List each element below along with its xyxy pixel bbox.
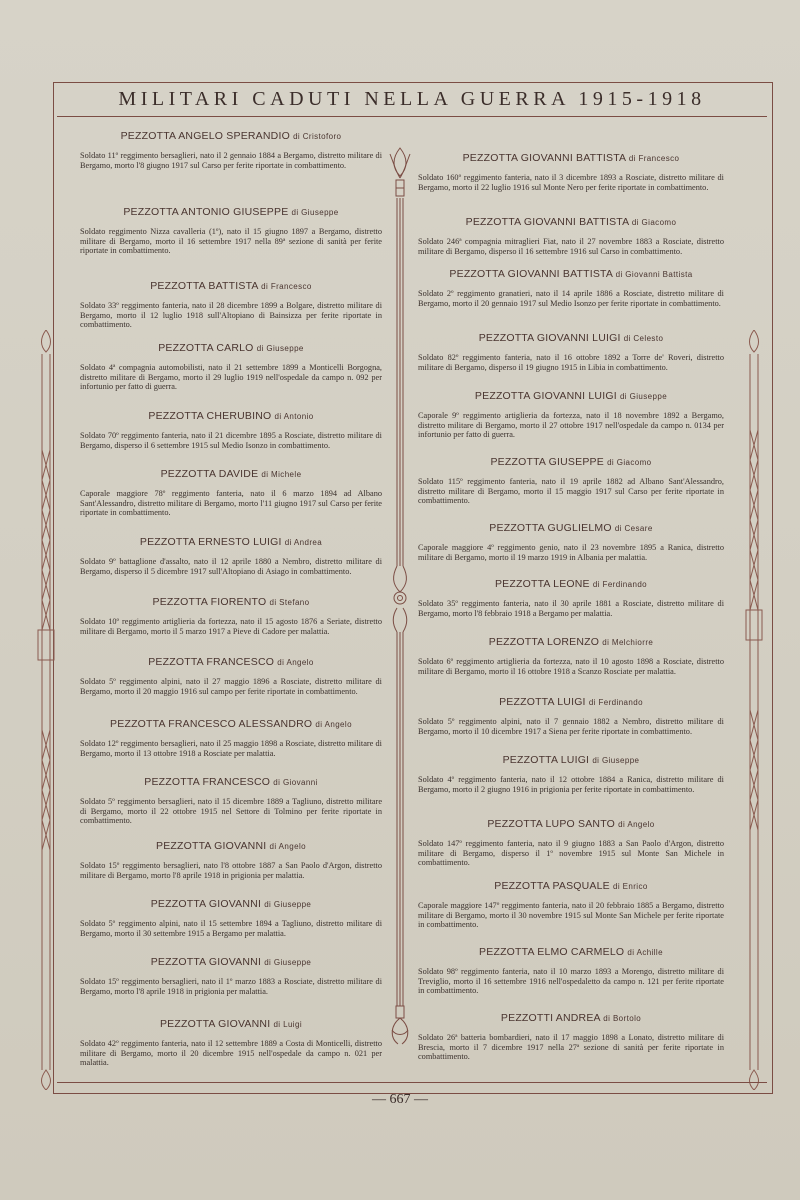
entry xyxy=(80,536,382,576)
entry-name: PEZZOTTA GIOVANNI LUIGI di Celesto xyxy=(478,332,664,344)
entry-name: PEZZOTTA DAVIDE di Michele xyxy=(160,468,302,480)
entry-name: PEZZOTTA CHERUBINO di Antonio xyxy=(148,410,314,422)
entry-description: Soldato 5º reggimento alpini, nato il 27 maggio 1896 a Rosciate, distretto militare di Bergamo, morto il 20 maggio 1916 sul campo per ferite riportate in combattimento. xyxy=(80,677,382,696)
entry-description: Soldato 6º reggimento artiglieria da fortezza, nato il 10 agosto 1898 a Rosciate, distretto militare di Bergamo, morto il 16 ottobre 1918 a Scanzo Rosciate per malattia. xyxy=(418,657,724,676)
entry-description: Soldato 4º reggimento fanteria, nato il 12 ottobre 1884 a Ranica, distretto militare di Bergamo, morto il 2 giugno 1916 in prigionia per ferite riportate in combattimento. xyxy=(418,775,724,794)
footer-rule xyxy=(57,1082,767,1083)
entry-name: PEZZOTTA ERNESTO LUIGI di Andrea xyxy=(139,536,323,548)
right-column xyxy=(418,130,724,1080)
entry-name: PEZZOTTA GIOVANNI BATTISTA di Giovanni Battista xyxy=(449,268,693,280)
entry xyxy=(418,754,724,794)
entry-description: Soldato 15º reggimento bersaglieri, nato l'8 ottobre 1887 a San Paolo d'Argon, distretto militare di Bergamo, morto l'8 aprile 1918 in prigionia per malattia. xyxy=(80,861,382,880)
entry xyxy=(418,268,724,308)
entry-description: Soldato 26ª batteria bombardieri, nato il 17 maggio 1898 a Lonato, distretto militare di Brescia, morto il 7 dicembre 1917 nella 27ª sezione di sanità per ferite riportate in combattimento. xyxy=(418,1033,724,1062)
entry-name: PEZZOTTA BATTISTA di Francesco xyxy=(150,280,312,292)
entry xyxy=(80,410,382,450)
entry-name: PEZZOTTA GIUSEPPE di Giacomo xyxy=(490,456,652,468)
entry-name: PEZZOTTA PASQUALE di Enrico xyxy=(494,880,648,892)
entry-description: Caporale maggiore 4º reggimento genio, nato il 23 novembre 1895 a Ranica, distretto militare di Bergamo, morto il 19 marzo 1919 in Albania per malattia. xyxy=(418,543,724,562)
entry xyxy=(80,206,382,256)
entry-description: Soldato 12º reggimento bersaglieri, nato il 25 maggio 1898 a Rosciate, distretto militare di Bergamo, morto il 13 ottobre 1918 a Rosciate per malattia. xyxy=(80,739,382,758)
entry xyxy=(418,152,724,192)
entry xyxy=(80,718,382,758)
entry-description: Soldato 35º reggimento fanteria, nato il 30 aprile 1881 a Rosciate, distretto militare di Bergamo, morto l'8 febbraio 1918 a Bergamo per malattia. xyxy=(418,599,724,618)
entry xyxy=(418,880,724,930)
entry xyxy=(418,456,724,506)
entry-description: Caporale maggiore 78º reggimento fanteria, nato il 6 marzo 1894 ad Albano Sant'Alessandro, distretto militare di Bergamo, morto l'11 giugno 1917 sul Carso per ferite riportate in combattimento. xyxy=(80,489,382,518)
entry-name: PEZZOTTA LEONE di Ferdinando xyxy=(494,578,648,590)
left-column xyxy=(80,130,382,1080)
ornamental-column-divider xyxy=(388,146,412,1051)
left-side-ornament xyxy=(32,330,60,1090)
entry xyxy=(80,468,382,518)
entry-description: Caporale maggiore 147º reggimento fanteria, nato il 20 febbraio 1885 a Bergamo, distretto militare di Bergamo, morto il 30 novembre 1915 sul Monte San Michele per ferite riportate in combattimento. xyxy=(418,901,724,930)
entry-description: Soldato 5º reggimento alpini, nato il 7 gennaio 1882 a Nembro, distretto militare di Bergamo, morto il 10 dicembre 1917 a Siena per ferite riportate in combattimento. xyxy=(418,717,724,736)
entry-description: Soldato 98º reggimento fanteria, nato il 10 marzo 1893 a Morengo, distretto militare di Treviglio, morto il 16 settembre 1916 nell'ospedaletto da campo n. 121 per ferite riportate in combattimento. xyxy=(418,967,724,996)
entry xyxy=(418,818,724,868)
entry xyxy=(80,596,382,636)
entry xyxy=(418,332,724,372)
entry-description: Soldato 11º reggimento bersaglieri, nato il 2 gennaio 1884 a Bergamo, distretto militare di Bergamo, morto l'8 giugno 1917 sul Carso per ferite riportate in combattimento. xyxy=(80,151,382,170)
entry-description: Soldato reggimento Nizza cavalleria (1º), nato il 15 giugno 1897 a Bergamo, distretto militare di Bergamo, morto il 16 settembre 1917 nella 89ª sezione di sanità per ferite riportate in combattimento. xyxy=(80,227,382,256)
entry xyxy=(80,656,382,696)
entry-name: PEZZOTTA FRANCESCO di Angelo xyxy=(148,656,314,668)
entry-name: PEZZOTTI ANDREA di Bortolo xyxy=(500,1012,642,1024)
entry-name: PEZZOTTA ANTONIO GIUSEPPE di Giuseppe xyxy=(123,206,339,218)
entry xyxy=(418,390,724,440)
entry-name: PEZZOTTA GIOVANNI di Angelo xyxy=(155,840,306,852)
entry xyxy=(418,946,724,996)
entry-name: PEZZOTTA FRANCESCO di Giovanni xyxy=(144,776,318,788)
entry-description: Soldato 5º reggimento bersaglieri, nato il 15 dicembre 1889 a Tagliuno, distretto militare di Bergamo, morto il 22 ottobre 1915 nel Settore di Tolmino per ferite riportate in combattimento. xyxy=(80,797,382,826)
entry-description: Soldato 160º reggimento fanteria, nato il 3 dicembre 1893 a Rosciate, distretto militare di Bergamo, morto il 22 luglio 1916 sul Monte Nero per ferite riportate in combattimento. xyxy=(418,173,724,192)
entry-description: Soldato 82º reggimento fanteria, nato il 16 ottobre 1892 a Torre de' Roveri, distretto militare di Bergamo, disperso il 19 giugno 1915 in Libia in combattimento. xyxy=(418,353,724,372)
entry-name: PEZZOTTA GIOVANNI LUIGI di Giuseppe xyxy=(474,390,668,402)
entry-name: PEZZOTTA LORENZO di Melchiorre xyxy=(488,636,654,648)
entry-description: Soldato 9º battaglione d'assalto, nato il 12 aprile 1880 a Nembro, distretto militare di Bergamo, disperso il 5 dicembre 1917 sull'Altopiano di Asiago in combattimento. xyxy=(80,557,382,576)
page-title: MILITARI CADUTI NELLA GUERRA 1915-1918 xyxy=(118,88,706,110)
entry-name: PEZZOTTA ANGELO SPERANDIO di Cristoforo xyxy=(120,130,342,142)
entry xyxy=(418,1012,724,1062)
entry-name: PEZZOTTA GIOVANNI di Giuseppe xyxy=(150,956,312,968)
entry-description: Soldato 15º reggimento bersaglieri, nato il 1º marzo 1883 a Rosciate, distretto militare di Bergamo, morto l'8 aprile 1918 in prigionia per malattia. xyxy=(80,977,382,996)
entry xyxy=(80,130,382,170)
entry-name: PEZZOTTA GIOVANNI di Giuseppe xyxy=(150,898,312,910)
entry-description: Soldato 10º reggimento artiglieria da fortezza, nato il 15 agosto 1876 a Seriate, distretto militare di Bergamo, morto il 5 marzo 1917 a Pieve di Cadore per malattia. xyxy=(80,617,382,636)
entry-description: Soldato 42º reggimento fanteria, nato il 12 settembre 1889 a Costa di Monticelli, distretto militare di Bergamo, morto il 20 dicembre 1915 nell'ospedale da campo n. 021 per malattia. xyxy=(80,1039,382,1068)
entry xyxy=(80,898,382,938)
entry-name: PEZZOTTA FIORENTO di Stefano xyxy=(152,596,310,608)
entry xyxy=(418,636,724,676)
entry xyxy=(80,342,382,392)
entry xyxy=(80,956,382,996)
entry-name: PEZZOTTA CARLO di Giuseppe xyxy=(158,342,304,354)
entry xyxy=(80,840,382,880)
entry-description: Soldato 2º reggimento granatieri, nato il 14 aprile 1886 a Rosciate, distretto militare di Bergamo, morto il 20 gennaio 1917 sul Medio Isonzo per ferite riportate in combattimento. xyxy=(418,289,724,308)
right-side-ornament xyxy=(740,330,768,1090)
entry xyxy=(80,1018,382,1068)
entry xyxy=(418,578,724,618)
entry xyxy=(418,696,724,736)
entry-name: PEZZOTTA GIOVANNI BATTISTA di Giacomo xyxy=(465,216,677,228)
entry-name: PEZZOTTA GIOVANNI BATTISTA di Francesco xyxy=(462,152,680,164)
entry-description: Soldato 147º reggimento fanteria, nato il 9 giugno 1883 a San Paolo d'Argon, distretto militare di Bergamo, disperso il 1º novembre 1915 sul Monte San Michele in combattimento. xyxy=(418,839,724,868)
entry-description: Soldato 4ª compagnia automobilisti, nato il 21 settembre 1899 a Monticelli Borgogna, distretto militare di Bergamo, morto il 29 luglio 1919 nell'ospedale da campo n. 092 per infortunio per fatto di guerra. xyxy=(80,363,382,392)
page-header xyxy=(57,86,767,117)
entry xyxy=(418,216,724,256)
entry-name: PEZZOTTA GUGLIELMO di Cesare xyxy=(489,522,653,534)
entry-description: Soldato 70º reggimento fanteria, nato il 21 dicembre 1895 a Rosciate, distretto militare di Bergamo, disperso il 6 settembre 1915 sul Medio Isonzo in combattimento. xyxy=(80,431,382,450)
entry xyxy=(80,776,382,826)
entry-name: PEZZOTTA LUPO SANTO di Angelo xyxy=(487,818,655,830)
entry-name: PEZZOTTA FRANCESCO ALESSANDRO di Angelo xyxy=(110,718,352,730)
entry-description: Caporale 9º reggimento artiglieria da fortezza, nato il 18 novembre 1892 a Bergamo, distretto militare di Bergamo, morto il 27 ottobre 1917 nell'ospedale da campo n. 0134 per infortunio per fatto di guerra. xyxy=(418,411,724,440)
entry-name: PEZZOTTA LUIGI di Ferdinando xyxy=(499,696,643,708)
entry-description: Soldato 33º reggimento fanteria, nato il 28 dicembre 1899 a Bolgare, distretto militare di Bergamo, morto il 12 luglio 1918 sull'Altopiano di Bainsizza per ferite riportate in combattimento. xyxy=(80,301,382,330)
entry xyxy=(418,522,724,562)
entry-name: PEZZOTTA GIOVANNI di Luigi xyxy=(159,1018,303,1030)
entry-name: PEZZOTTA LUIGI di Giuseppe xyxy=(502,754,640,766)
page-number: — 667 — xyxy=(372,1092,428,1107)
entry-description: Soldato 246ª compagnia mitraglieri Fiat, nato il 27 novembre 1883 a Rosciate, distretto militare di Bergamo, disperso il 16 settembre 1916 sul Carso in combattimento. xyxy=(418,237,724,256)
entry xyxy=(80,280,382,330)
entry-description: Soldato 5º reggimento alpini, nato il 15 settembre 1894 a Tagliuno, distretto militare di Bergamo, morto il 30 settembre 1915 a Bergamo per malattia. xyxy=(80,919,382,938)
entry-description: Soldato 115º reggimento fanteria, nato il 19 aprile 1882 ad Albano Sant'Alessandro, distretto militare di Bergamo, morto il 15 maggio 1917 sul Carso per ferite riportate in combattimento. xyxy=(418,477,724,506)
entry-name: PEZZOTTA ELMO CARMELO di Achille xyxy=(479,946,663,958)
